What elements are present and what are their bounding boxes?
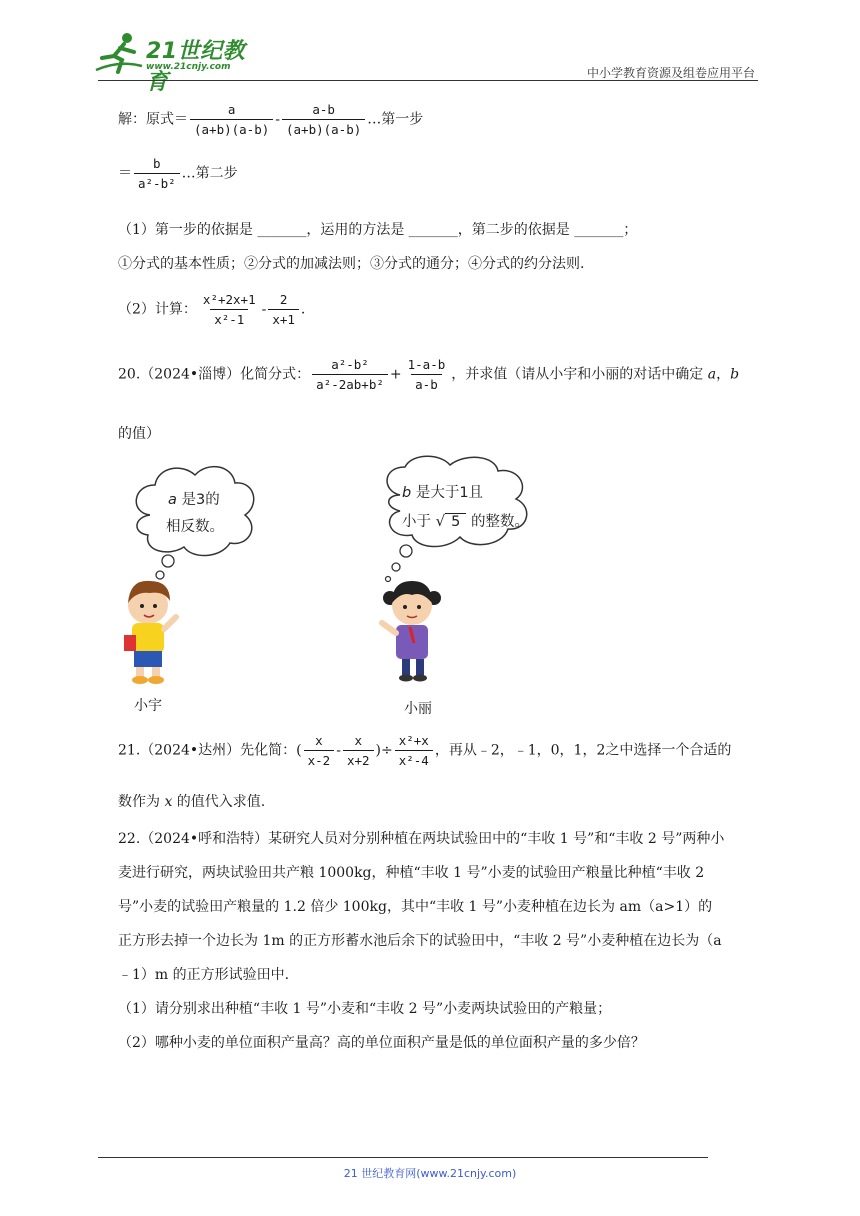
- q22-line1: 22.（2024•呼和浩特）某研究人员对分别种植在两块试验田中的“丰收 1 号”和“丰收 2 号”两种小: [118, 831, 725, 847]
- denominator: x²-1: [210, 309, 248, 327]
- step-label: …第二步: [181, 165, 238, 182]
- variable: b: [730, 366, 740, 383]
- variable: a: [168, 492, 177, 508]
- numerator: 2: [279, 292, 288, 307]
- q20-stem: [118, 357, 739, 392]
- bubble1-line1: [168, 488, 220, 509]
- logo-url-text: www.21cnjy.com: [146, 62, 231, 72]
- denominator: x+2: [343, 750, 374, 768]
- fraction: [304, 733, 335, 768]
- question-text: 数作为: [118, 794, 165, 810]
- fraction: [190, 102, 273, 137]
- numerator: b: [153, 156, 161, 171]
- bubble2-line2: [402, 510, 529, 531]
- q22-sub1: （1）请分别求出种植“丰收 1 号”小麦和“丰收 2 号”小麦两块试验田的产粮量；: [118, 1001, 612, 1017]
- bubble-text: 小于: [402, 514, 431, 530]
- question-text: 的值代入求值.: [172, 794, 266, 810]
- variable: x: [164, 794, 173, 810]
- operator: -: [261, 301, 267, 318]
- boy-figure: [124, 581, 176, 684]
- question-text: ，再从﹣2，﹣1，0，1，2之中选择一个合适的: [434, 742, 732, 759]
- q22-line3: 号”小麦的试验田产粮量的 1.2 倍少 100kg，其中“丰收 1 号”小麦种植在边长为 am（a>1）的: [118, 899, 713, 915]
- platform-name: 中小学教育资源及组卷应用平台: [586, 66, 755, 80]
- q21-stem-line2: [118, 791, 265, 811]
- girl-caption: 小丽: [404, 701, 432, 717]
- q19-solution-step2: [118, 156, 238, 191]
- question-prefix: 21.（2024•达州）先化简：(: [118, 742, 302, 759]
- denominator: x+1: [268, 309, 299, 327]
- numerator: a²-b²: [331, 357, 369, 372]
- bubble-text: 是大于1且: [411, 485, 484, 501]
- site-logo: [94, 30, 259, 95]
- numerator: x²+x: [398, 733, 429, 748]
- denominator: x²-4: [395, 750, 433, 768]
- q22-line5: ﹣1）m 的正方形试验田中.: [118, 967, 290, 983]
- sqrt-radicand: 5: [445, 513, 466, 530]
- footer-divider: [98, 1157, 708, 1158]
- q22-sub2: （2）哪种小麦的单位面积产量高？高的单位面积产量是低的单位面积产量的多少倍？: [118, 1035, 645, 1051]
- operator: )÷: [375, 742, 393, 759]
- punctuation: ，: [716, 366, 731, 383]
- fraction: [268, 292, 299, 327]
- header-divider: [98, 80, 758, 81]
- numerator: x²+2x+1: [202, 292, 256, 307]
- q19-solution-step1: [118, 102, 423, 137]
- solution-prefix: 解：原式＝: [118, 111, 188, 128]
- numerator: a: [227, 102, 236, 117]
- numerator: 1-a-b: [407, 357, 446, 372]
- question-prefix: 20.（2024•淄博）化简分式：: [118, 366, 311, 383]
- denominator: (a+b)(a-b): [282, 119, 365, 137]
- fraction: [343, 733, 374, 768]
- q19-options: ①分式的基本性质；②分式的加减法则；③分式的通分；④分式的约分法则.: [118, 256, 585, 272]
- q22-line4: 正方形去掉一个边长为 1m 的正方形蓄水池后余下的试验田中，“丰收 2 号”小麦种植在边长为（a: [118, 933, 722, 949]
- sqrt-sign: √: [435, 512, 446, 530]
- question-text: ，并求值（请从小宇和小丽的对话中确定: [451, 366, 708, 383]
- footer-link[interactable]: 21 世纪教育网(www.21cnjy.com): [343, 1167, 517, 1180]
- q20-stem-line2: 的值）: [118, 426, 160, 442]
- operator: +: [389, 366, 402, 383]
- bubble1-line2: 相反数。: [166, 519, 224, 535]
- q19-sub2: [118, 292, 305, 327]
- bubble2-line1: [402, 481, 483, 502]
- fraction: [312, 357, 388, 392]
- denominator: a²-b²: [134, 173, 180, 191]
- operator: ＝: [118, 165, 132, 182]
- denominator: x-2: [304, 750, 335, 768]
- bubble-text: 的整数。: [471, 514, 530, 530]
- fraction: [404, 357, 450, 392]
- numerator: x: [315, 733, 323, 748]
- fraction: [134, 156, 180, 191]
- q22-line2: 麦进行研究，两块试验田共产粮 1000kg，种植“丰收 1 号”小麦的试验田产粮量比种植“丰收 2: [118, 865, 705, 881]
- fraction: [282, 102, 365, 137]
- numerator: a-b: [312, 102, 335, 117]
- sub-prefix: （2）计算：: [118, 301, 197, 318]
- denominator: (a+b)(a-b): [190, 119, 273, 137]
- runner-logo-icon: [94, 30, 144, 78]
- q21-stem: [118, 733, 731, 768]
- denominator: a-b: [411, 374, 442, 392]
- fraction: [395, 733, 433, 768]
- numerator: x: [354, 733, 362, 748]
- operator: -: [336, 742, 341, 759]
- bubble-text: 是3的: [176, 492, 220, 508]
- variable: a: [707, 366, 717, 383]
- operator: -: [275, 111, 280, 128]
- boy-caption: 小宇: [134, 698, 162, 714]
- step-label: …第一步: [367, 111, 424, 128]
- fraction: [199, 292, 260, 327]
- logo-brand-text: 21世纪教育: [146, 39, 246, 95]
- q19-sub1: （1）第一步的依据是 _______，运用的方法是 _______，第二步的依据是 _______；: [118, 222, 638, 238]
- denominator: a²-2ab+b²: [312, 374, 388, 392]
- girl-figure: [382, 581, 441, 682]
- variable: b: [402, 485, 412, 501]
- period: .: [300, 301, 306, 318]
